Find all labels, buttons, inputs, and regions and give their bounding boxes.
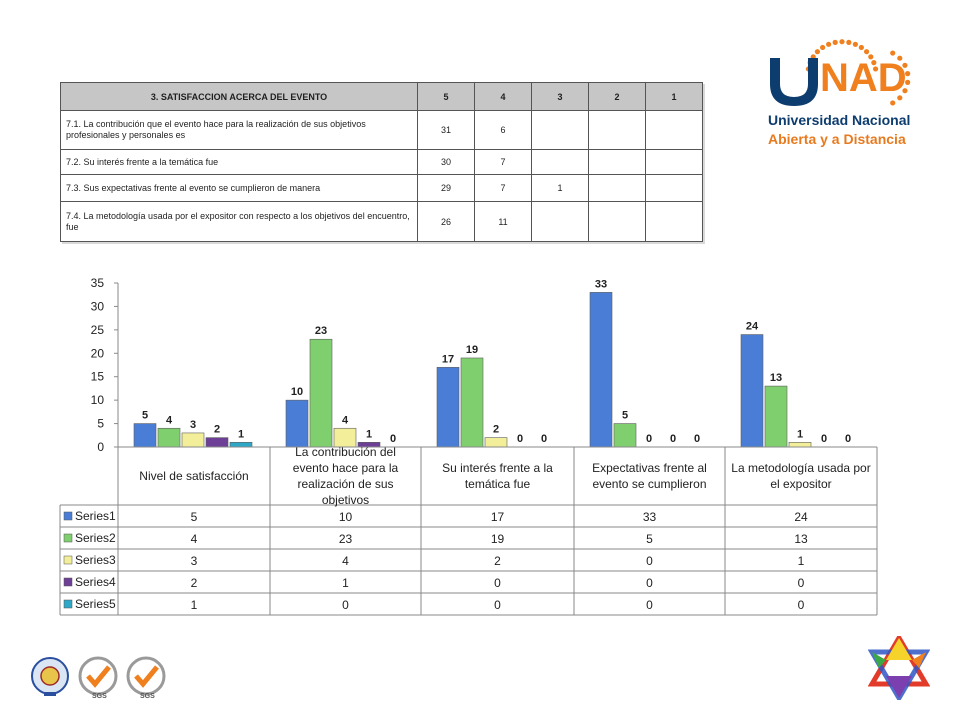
table-value-cell: 4 (190, 532, 198, 546)
question-cell: 7.3. Sus expectativas frente al evento se cumplieron de manera (61, 175, 418, 202)
table-header-score-4: 4 (475, 83, 532, 111)
bar-series2 (310, 339, 332, 447)
table-value-cell: 0 (797, 598, 805, 612)
table-value-cell: 0 (797, 576, 805, 590)
bar-series2 (461, 358, 483, 447)
bar-series2 (765, 386, 787, 447)
bar-series1 (286, 400, 308, 447)
bar-value-label: 19 (465, 343, 479, 356)
table-value-cell: 1 (797, 554, 805, 568)
y-tick-label: 5 (97, 416, 104, 431)
sgs-text: SGS (140, 693, 155, 700)
bar-series (134, 292, 811, 447)
score-cell: 7 (475, 150, 532, 175)
y-tick-label: 35 (90, 276, 104, 290)
bar-series1 (741, 335, 763, 447)
bar-value-label: 1 (365, 428, 373, 441)
bar-value-label: 10 (290, 386, 304, 399)
bar-value-label: 4 (341, 414, 349, 427)
table-value-cell: 23 (338, 532, 353, 546)
bar-value-label: 5 (141, 409, 149, 422)
legend-key (64, 578, 72, 586)
bar-value-label: 5 (621, 409, 629, 422)
bar-value-label: 2 (213, 423, 221, 436)
score-cell: 29 (418, 175, 475, 202)
y-tick-label: 0 (97, 440, 104, 454)
table-value-cell: 0 (646, 554, 653, 568)
logo-university-line1: Universidad Nacional (768, 112, 911, 128)
bar-series4 (206, 438, 228, 447)
bar-series2 (614, 424, 636, 447)
bar-value-label: 13 (769, 372, 783, 385)
legend-key (64, 512, 72, 520)
legend-key (64, 600, 72, 608)
category-label: La metodología usada por el expositor (731, 461, 871, 491)
table-value-cell: 1 (190, 598, 198, 612)
star-logo-icon (868, 636, 930, 700)
table-value-cell: 1 (342, 576, 349, 590)
table-value-cell: 33 (642, 510, 657, 524)
table-value-cell: 3 (190, 554, 198, 568)
table-header-score-5: 5 (418, 83, 475, 111)
table-value-cell: 0 (494, 576, 501, 590)
bar-value-label: 0 (540, 433, 548, 445)
bar-series3 (182, 433, 204, 447)
category-label: Expectativas frente al evento se cumplieron (592, 461, 707, 491)
bar-series2 (158, 428, 180, 447)
bar-value-label: 0 (820, 433, 828, 445)
coat-of-arms-icon (32, 658, 68, 696)
bar-value-label: 0 (669, 433, 677, 445)
bar-value-label: 23 (314, 325, 328, 338)
bar-value-label: 0 (389, 433, 397, 445)
chart-data-table (60, 445, 877, 615)
table-value-cell: 0 (646, 598, 653, 612)
sgs-text: SGS (92, 693, 107, 700)
table-value-cell: 4 (342, 554, 349, 568)
bar-series3 (789, 442, 811, 447)
legend-label: Series2 (75, 531, 116, 545)
logo-university-line2: Abierta y a Distancia (768, 131, 906, 147)
y-tick-label: 10 (90, 393, 104, 408)
y-tick-label: 20 (90, 346, 104, 361)
bar-value-label: 24 (745, 320, 759, 333)
bar-value-label: 1 (237, 428, 245, 441)
bar-value-label: 2 (492, 423, 500, 436)
bar-value-label: 0 (516, 433, 524, 445)
y-tick-label: 25 (90, 322, 104, 337)
question-cell: 7.4. La metodología usada por el expositor con respecto a los objetivos del encuentro, fue (61, 202, 418, 242)
score-cell: 11 (475, 202, 532, 242)
question-cell: 7.2. Su interés frente a la temática fue (61, 150, 418, 175)
bar-series3 (485, 438, 507, 447)
sgs-seal-icon (128, 658, 164, 700)
bar-value-label: 33 (594, 278, 608, 291)
legend-label: Series4 (75, 575, 116, 589)
legend-key (64, 556, 72, 564)
category-label: La contribución del evento hace para la realización de sus objetivos (292, 445, 399, 507)
bar-value-label: 0 (693, 433, 701, 445)
y-axis (91, 276, 118, 454)
certification-logos (28, 654, 178, 704)
bar-value-label: 3 (189, 418, 197, 431)
table-value-cell: 5 (190, 510, 198, 524)
table-value-cell: 24 (794, 510, 808, 524)
bar-value-label: 4 (165, 414, 173, 427)
table-value-cell: 2 (494, 554, 501, 568)
bar-value-label: 0 (645, 433, 653, 445)
legend-label: Series1 (75, 509, 116, 523)
table-value-cell: 10 (338, 510, 353, 524)
y-tick-label: 30 (90, 299, 104, 314)
bar-series1 (590, 292, 612, 447)
score-cell: 31 (418, 111, 475, 150)
bar-series1 (437, 367, 459, 447)
table-value-cell: 17 (490, 510, 505, 524)
table-value-cell: 13 (794, 532, 808, 546)
bar-value-label: 17 (441, 353, 455, 366)
category-label: Nivel de satisfacción (139, 469, 249, 483)
legend-label: Series5 (75, 597, 116, 611)
bar-value-label: 1 (796, 428, 804, 441)
legend-label: Series3 (75, 553, 116, 567)
score-cell: 30 (418, 150, 475, 175)
score-cell: 7 (475, 175, 532, 202)
score-cell: 1 (532, 175, 589, 202)
table-value-cell: 5 (646, 532, 653, 546)
table-value-cell: 0 (646, 576, 653, 590)
logo-letters: NAD (820, 56, 907, 100)
bar-value-label: 0 (844, 433, 852, 445)
table-value-cell: 2 (190, 576, 198, 590)
table-value-cell: 0 (342, 598, 349, 612)
table-header-title: 3. SATISFACCION ACERCA DEL EVENTO (61, 83, 418, 111)
sgs-seal-icon (80, 658, 116, 700)
bar-series5 (230, 442, 252, 447)
question-cell: 7.1. La contribución que el evento hace para la realización de sus objetivos profesionales y personales es (61, 111, 418, 150)
table-value-cell: 0 (494, 598, 501, 612)
score-cell: 6 (475, 111, 532, 150)
table-value-cell: 19 (490, 532, 505, 546)
category-label: Su interés frente a la temática fue (442, 461, 553, 491)
table-header-score-3: 3 (532, 83, 589, 111)
y-tick-label: 15 (90, 369, 104, 384)
score-cell: 26 (418, 202, 475, 242)
legend-key (64, 534, 72, 542)
table-header-score-2: 2 (589, 83, 646, 111)
bar-series1 (134, 424, 156, 447)
table-header-score-1: 1 (646, 83, 703, 111)
